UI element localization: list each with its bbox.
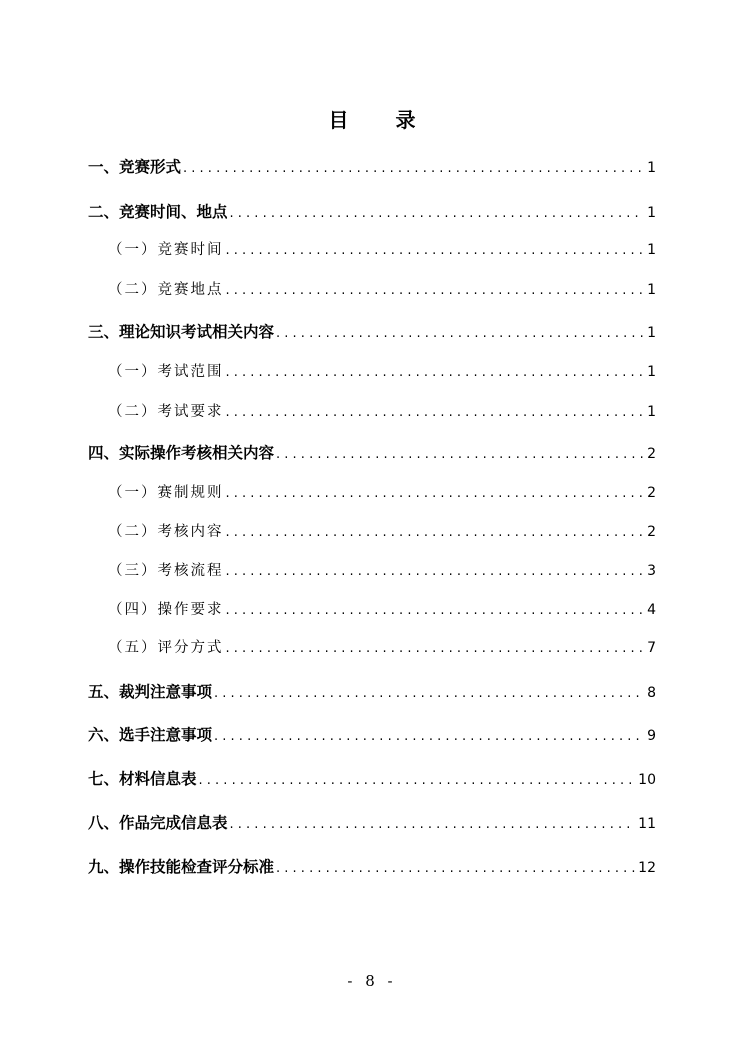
toc-leader-dots [214, 686, 644, 701]
toc-entry-label: 五、裁判注意事项 [88, 683, 213, 701]
toc-entry[interactable] [88, 441, 656, 463]
toc-entry-page: 2 [647, 485, 656, 501]
toc-entry-label: （二）考试要求 [108, 404, 224, 420]
toc-entry-label: 二、竞赛时间、地点 [88, 203, 228, 221]
toc-entry-label: 四、实际操作考核相关内容 [88, 444, 275, 462]
toc-entry-page: 1 [647, 325, 656, 341]
toc-entry[interactable] [88, 320, 656, 342]
toc-leader-dots [226, 525, 645, 540]
toc-entry-label: 八、作品完成信息表 [88, 814, 228, 832]
toc-leader-dots [214, 729, 644, 744]
toc-entry-page: 10 [638, 772, 656, 788]
toc-leader-dots [276, 447, 644, 462]
toc-entry-page: 3 [647, 563, 656, 579]
toc-leader-dots [226, 405, 645, 420]
toc-leader-dots [226, 486, 645, 501]
toc-entry[interactable] [108, 238, 656, 259]
toc-entry[interactable] [108, 481, 656, 502]
toc-entry-label: （二）考核内容 [108, 524, 224, 540]
toc-entry-page: 1 [647, 160, 656, 176]
toc-entry-label: （三）考核流程 [108, 563, 224, 579]
toc-entry[interactable] [88, 155, 656, 177]
toc-entry[interactable] [88, 855, 656, 877]
toc-entry[interactable] [88, 680, 656, 702]
toc-entry[interactable] [88, 200, 656, 222]
toc-entry-label: （二）竞赛地点 [108, 282, 224, 298]
page-title: 目 录 [328, 108, 436, 132]
toc-entry-label: 六、选手注意事项 [88, 726, 213, 744]
toc-entry-label: （四）操作要求 [108, 602, 224, 618]
toc-entry[interactable] [108, 559, 656, 580]
toc-entry-page: 12 [638, 860, 656, 876]
toc-entry-label: （五）评分方式 [108, 640, 224, 656]
toc-entry-label: 七、材料信息表 [88, 770, 197, 788]
toc-entry-label: （一）竞赛时间 [108, 242, 224, 258]
toc-entry[interactable] [108, 520, 656, 541]
toc-entry-page: 1 [647, 242, 656, 258]
toc-entry-page: 1 [647, 205, 656, 221]
toc-entry[interactable] [108, 400, 656, 421]
toc-entry[interactable] [108, 360, 656, 381]
toc-leader-dots [199, 773, 636, 788]
toc-entry-label: （一）赛制规则 [108, 485, 224, 501]
toc-entry-page: 4 [647, 602, 656, 618]
toc-leader-dots [226, 283, 645, 298]
toc-entry-page: 11 [638, 816, 656, 832]
toc-entry[interactable] [108, 278, 656, 299]
toc-entry[interactable] [88, 723, 656, 745]
toc-entry[interactable] [88, 811, 656, 833]
toc-leader-dots [226, 641, 645, 656]
toc-leader-dots [276, 861, 635, 876]
toc-leader-dots [226, 603, 645, 618]
toc-entry-label: （一）考试范围 [108, 364, 224, 380]
toc-leader-dots [226, 243, 645, 258]
toc-entry-page: 1 [647, 364, 656, 380]
toc-leader-dots [226, 564, 645, 579]
toc-entry-page: 2 [647, 524, 656, 540]
toc-leader-dots [230, 817, 636, 832]
toc-entry[interactable] [108, 636, 656, 657]
toc-leader-dots [226, 365, 645, 380]
toc-entry[interactable] [88, 767, 656, 789]
toc-entry[interactable] [108, 598, 656, 619]
toc-entry-page: 2 [647, 446, 656, 462]
toc-leader-dots [276, 326, 644, 341]
toc-entry-page: 7 [647, 640, 656, 656]
toc-leader-dots [230, 206, 645, 221]
toc-entry-page: 9 [647, 728, 656, 744]
toc-entry-label: 三、理论知识考试相关内容 [88, 323, 275, 341]
toc-entry-page: 1 [647, 282, 656, 298]
toc-entry-page: 1 [647, 404, 656, 420]
toc-entry-page: 8 [647, 685, 656, 701]
page-number-footer: - 8 - [347, 972, 397, 990]
toc-entry-label: 一、竞赛形式 [88, 158, 182, 176]
toc-leader-dots [183, 161, 644, 176]
toc-entry-label: 九、操作技能检查评分标准 [88, 858, 275, 876]
